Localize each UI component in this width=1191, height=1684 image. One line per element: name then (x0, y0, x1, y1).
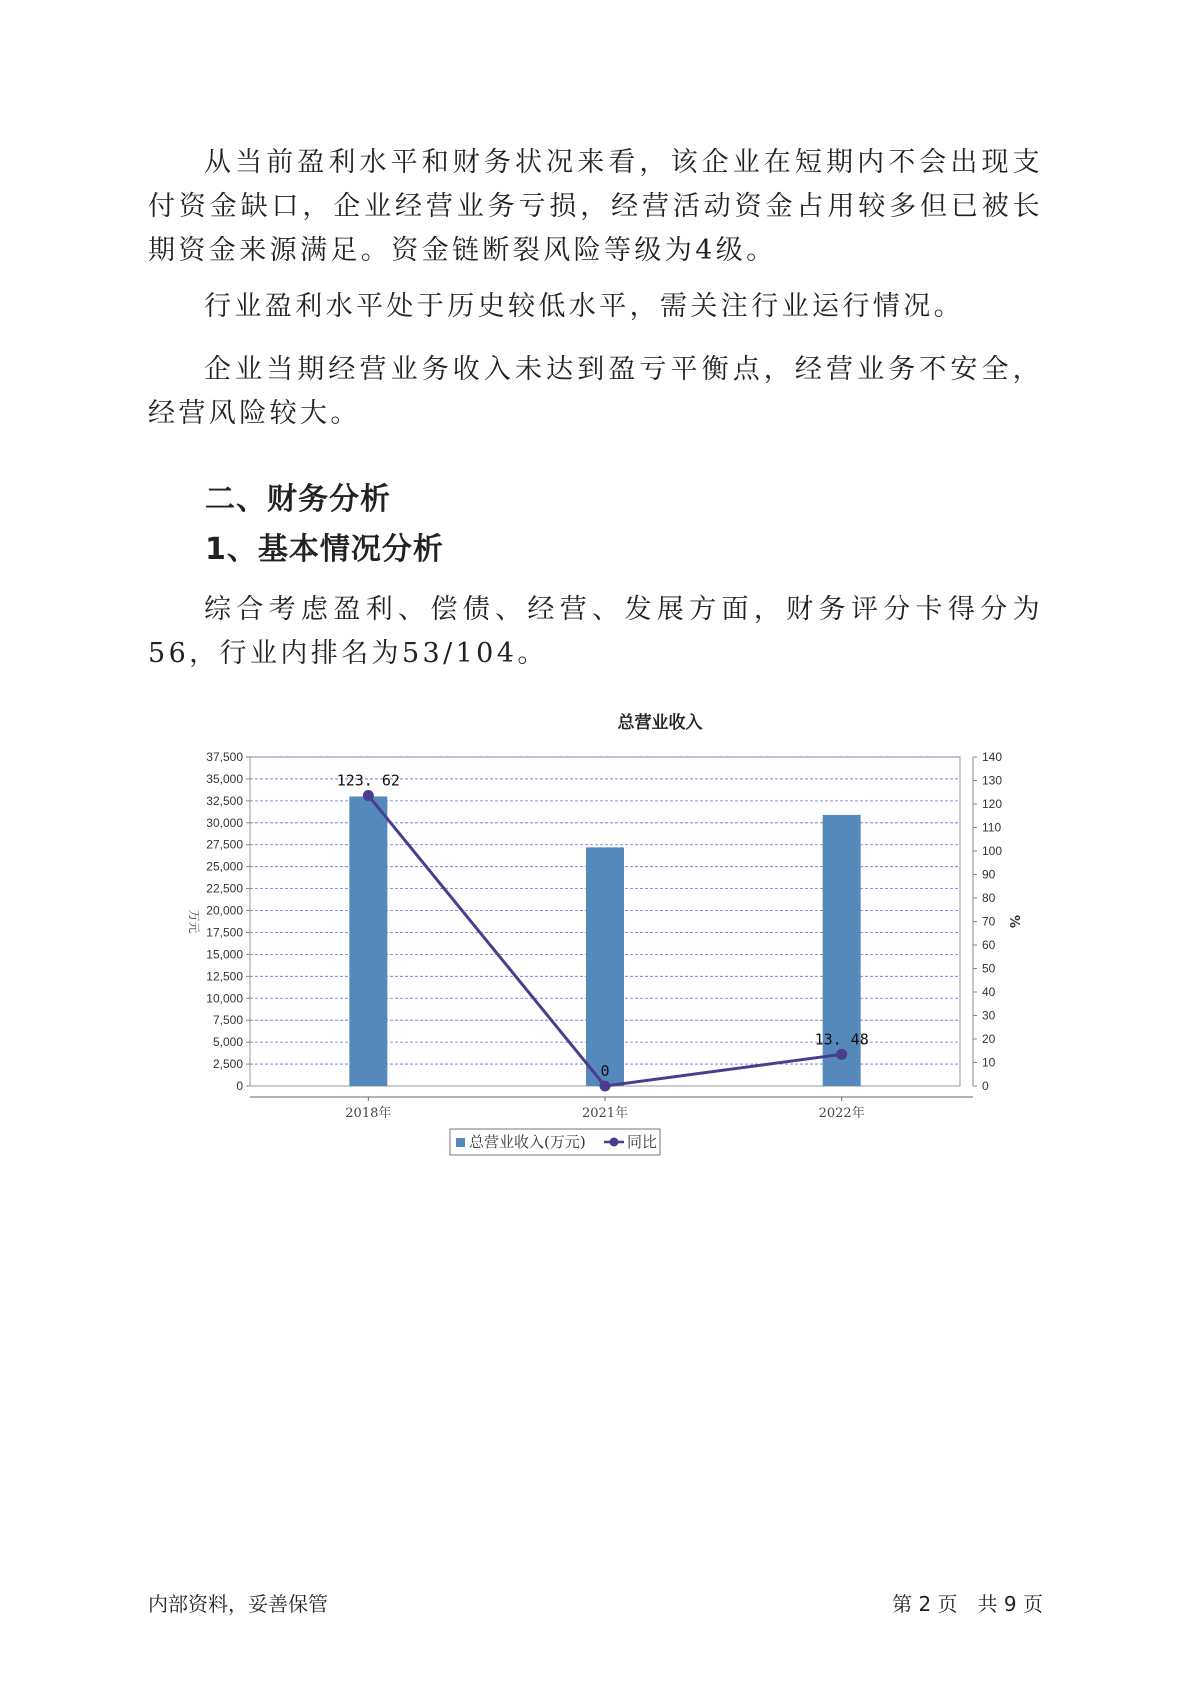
y-tick-label: 32,500 (206, 793, 243, 808)
y2-tick-label: 110 (982, 820, 1002, 835)
y-tick-label: 2,500 (212, 1057, 243, 1072)
revenue-bar (586, 847, 624, 1086)
y-tick-label: 15,000 (206, 947, 243, 962)
y-tick-label: 37,500 (206, 750, 243, 764)
y-tick-label: 25,000 (206, 859, 243, 874)
y-axis-title: 万元 (187, 909, 201, 934)
y2-tick-label: 40 (982, 985, 996, 999)
paragraph-score-summary: 综合考虑盈利、偿债、经营、发展方面，财务评分卡得分为56，行业内排名为53/104。 (148, 594, 1043, 669)
y-tick-label: 22,500 (206, 881, 243, 896)
legend-bar-swatch (456, 1138, 465, 1147)
x-tick-label: 2022年 (818, 1106, 865, 1121)
footer-page-number: 第 2 页 共 9 页 (892, 1592, 1043, 1616)
y2-tick-label: 80 (982, 891, 996, 905)
y2-tick-label: 20 (982, 1032, 996, 1046)
y-tick-label: 35,000 (206, 771, 243, 786)
y2-tick-label: 10 (982, 1055, 996, 1070)
yoy-data-label: 123. 62 (336, 771, 400, 790)
legend-line-label: 同比 (627, 1133, 658, 1151)
y2-axis-title: % (1006, 914, 1021, 929)
paragraph-industry: 行业盈利水平处于历史较低水平，需关注行业运行情况。 (204, 291, 964, 322)
yoy-point (600, 1081, 611, 1092)
y2-tick-label: 60 (982, 938, 996, 952)
subsection-heading: 1、基本情况分析 (205, 532, 444, 567)
paragraph-liquidity: 从当前盈利水平和财务状况来看，该企业在短期内不会出现支付资金缺口，企业经营业务亏损，经营活动资金占用较多但已被长期资金来源满足。资金链断裂风险等级为4级。 (148, 147, 1043, 266)
y-tick-label: 12,500 (206, 969, 243, 984)
y2-tick-label: 100 (982, 844, 1003, 858)
y2-tick-label: 70 (982, 914, 996, 929)
chart-title: 总营业收入 (617, 713, 703, 733)
yoy-point (363, 790, 374, 801)
revenue-bar (349, 796, 387, 1086)
y-tick-label: 17,500 (206, 925, 243, 940)
y2-tick-label: 30 (982, 1008, 996, 1023)
revenue-chart (150, 700, 1050, 1170)
y2-tick-label: 90 (982, 867, 996, 882)
y2-tick-label: 140 (982, 750, 1003, 764)
paragraph-business-risk: 企业当期经营业务收入未达到盈亏平衡点，经营业务不安全，经营风险较大。 (148, 354, 1043, 429)
y2-tick-label: 50 (982, 961, 996, 976)
y2-tick-label: 120 (982, 797, 1003, 811)
y-tick-label: 27,500 (206, 837, 243, 852)
yoy-data-label: 13. 48 (814, 1030, 869, 1049)
y-tick-label: 10,000 (206, 991, 243, 1006)
y2-tick-label: 130 (982, 773, 1003, 788)
yoy-point (836, 1049, 847, 1060)
yoy-data-label: 0 (600, 1062, 610, 1080)
y-tick-label: 5,000 (212, 1035, 243, 1050)
legend-line-marker (610, 1138, 619, 1147)
x-tick-label: 2018年 (345, 1106, 392, 1121)
x-tick-label: 2021年 (581, 1106, 629, 1121)
y2-tick-label: 0 (982, 1079, 989, 1093)
y-tick-label: 7,500 (212, 1013, 243, 1028)
y-tick-label: 0 (236, 1079, 243, 1093)
y-tick-label: 20,000 (206, 903, 243, 918)
section-heading: 二、财务分析 (205, 482, 391, 517)
footer-confidential-note: 内部资料，妥善保管 (148, 1592, 328, 1616)
y-tick-label: 30,000 (206, 815, 243, 830)
legend-bar-label: 总营业收入(万元) (469, 1133, 586, 1151)
